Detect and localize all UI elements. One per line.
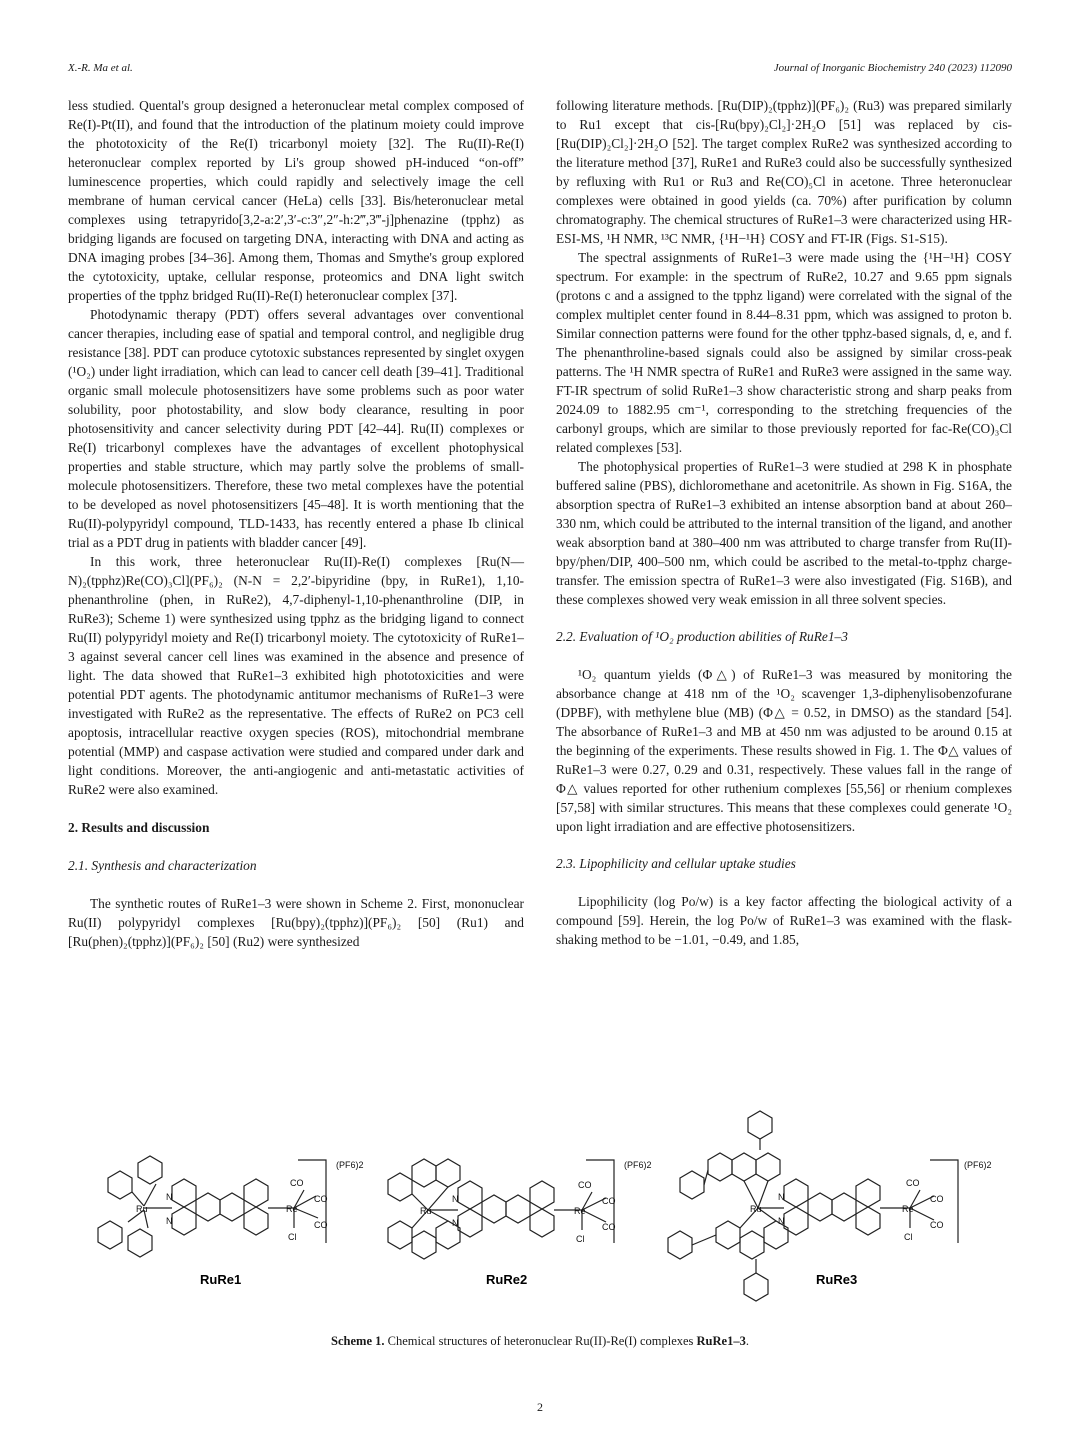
re-atom-label: Re [574, 1206, 586, 1216]
nitrogen-label: N [452, 1194, 459, 1204]
subsection-heading: 2.1. Synthesis and characterization [68, 858, 257, 873]
subsection-heading: 2.3. Lipophilicity and cellular uptake studies [556, 856, 796, 871]
carbonyl-label: CO [930, 1194, 944, 1204]
counterion-label: (PF6)2 [624, 1160, 652, 1170]
paragraph: The synthetic routes of RuRe1–3 were shown in Scheme 2. First, mononuclear Ru(II) polypyridyl complexes [Ru(bpy)₂(tpphz)](PF₆)₂ [50] (Ru1) and [Ru(phen)₂(tpphz)](PF₆)₂ [50] (Ru2) were synthesized [68, 896, 524, 949]
paragraph: The photophysical properties of RuRe1–3 were studied at 298 K in phosphate buffered saline (PBS), dichloromethane and acetonitrile. As shown in Fig. S16A, the absorption spectra of RuRe1–3 exhibited an intense absorption band at about 260–330 nm, which could be attributed to the internal transition of the ligand, and another weak absorption band at 380–400 nm was attributed to charge transfer from Ru(II)-bpy/phen/DIP, 400–500 nm, which could be ascribed to the metal-to-tpphz charge-transfer. The emission spectra of RuRe1–3 were also investigated (Fig. S16B), and these complexes showed very weak emission in all three solvent species. [556, 459, 1012, 607]
chloride-label: Cl [288, 1232, 297, 1242]
counterion-label: (PF6)2 [336, 1160, 364, 1170]
structure-rure3 [668, 1111, 934, 1301]
paragraph: ¹O₂ quantum yields (Φ△) of RuRe1–3 was measured by monitoring the absorbance change at 418 nm of the ¹O₂ scavenger 1,3-diphenylisobenzofurane (DPBF), with methylene blue (MB) (Φ△ = 0.52, in DMSO) as the standard [54]. The absorbance of RuRe1–3 and MB at 450 nm was adjusted to be around 0.15 at the beginning of the experiments. These results showed in Fig. 1. The Φ△ values of RuRe1–3 were 0.27, 0.29 and 0.31, respectively. These values fall in the range of Φ△ values reported for other ruthenium complexes [55,56] or rhenium complexes [57,58] with similar structures. This means that these complexes could generate ¹O₂ upon light irradiation and are effective photosensitizers. [556, 667, 1012, 834]
paragraph: The spectral assignments of RuRe1–3 were made using the {¹H−¹H} COSY spectrum. For example: in the spectrum of RuRe2, 10.27 and 9.65 ppm signals (protons c and a assigned to the tpphz ligand) were correlated with the signal of the complex multiplet center found in 8.44–8.31 ppm, which was assigned to proton b. Similar connection patterns were found for the other tpphz-based signals, d, e, and f. The phenanthroline-based signals could also be assigned by similar cross-peak patterns. The ¹H NMR spectra of RuRe1 and RuRe3 were assigned in the same way. FT-IR spectrum of solid RuRe1–3 show characteristic strong and sharp peaks from 2024.09 to 1882.95 cm⁻¹, corresponding to the stretching frequencies of the carbonyl groups, which are similar to those previously reported for fac-Re(CO)₃Cl related complexes [53]. [556, 250, 1012, 455]
compound-label-rure1: RuRe1 [200, 1272, 242, 1287]
ru-atom-label: Ru [420, 1206, 432, 1216]
chloride-label: Cl [576, 1234, 585, 1244]
running-header-journal: Journal of Inorganic Biochemistry 240 (2023) 112090 [773, 62, 1012, 74]
page-number: 2 [537, 1400, 543, 1414]
ru-atom-label: Ru [136, 1204, 148, 1214]
running-header-authors: X.-R. Ma et al. [68, 62, 133, 74]
nitrogen-label: N [778, 1216, 785, 1226]
subsection-heading: 2.2. Evaluation of ¹O₂ production abilities of RuRe1–3 [556, 629, 848, 644]
re-atom-label: Re [286, 1204, 298, 1214]
carbonyl-label: CO [602, 1196, 616, 1206]
right-column [556, 96, 1012, 949]
compound-label-rure3: RuRe3 [816, 1272, 858, 1287]
re-atom-label: Re [902, 1204, 914, 1214]
carbonyl-label: CO [930, 1220, 944, 1230]
caption-bold: RuRe1–3 [696, 1334, 746, 1348]
caption-lead: Scheme 1. [331, 1334, 385, 1348]
carbonyl-label: CO [290, 1178, 304, 1188]
paragraph: In this work, three heteronuclear Ru(II)-Re(I) complexes [Ru(N—N)₂(tpphz)Re(CO)₃Cl](PF₆)₂ (N-N = 2,2′-bipyridine (bpy, in RuRe1), 1,10-phenanthroline (phen, in RuRe2), 4,7-diphenyl-1,10-phenanthroline (DIP, in RuRe3); Scheme 1) were synthesized using tpphz as the bridging ligand to connect Ru(II) polypyridyl moiety and Re(I) tricarbonyl moiety. The cytotoxicity of RuRe1–3 against several cancer cell lines was examined in the absence and presence of light. The data showed that RuRe1–3 exhibited high phototoxicities and were potential PDT agents. The photodynamic antitumor mechanisms of RuRe1–3 were investigated with RuRe2 as the representative. The effects of RuRe2 on PC3 cell apoptosis, intracellular reactive oxygen species (ROS), mitochondrial membrane potential (MMP) and caspase activation were studied and compared under dark and light conditions. Moreover, the anti-angiogenic and anti-metastatic activities of RuRe2 were also examined. [68, 554, 524, 797]
scheme-caption [0, 1334, 1080, 1349]
caption-text: Chemical structures of heteronuclear Ru(II)-Re(I) complexes [387, 1334, 694, 1348]
counterion-label: (PF6)2 [964, 1160, 992, 1170]
left-column [68, 96, 524, 951]
chloride-label: Cl [904, 1232, 913, 1242]
carbonyl-label: CO [314, 1220, 328, 1230]
nitrogen-label: N [166, 1216, 173, 1226]
carbonyl-label: CO [906, 1178, 920, 1188]
ru-atom-label: Ru [750, 1204, 762, 1214]
carbonyl-label: CO [602, 1222, 616, 1232]
paragraph: Lipophilicity (log Po/w) is a key factor affecting the biological activity of a compound [59]. Herein, the log Po/w of RuRe1–3 was examined with the flask-shaking method to be −1.01, −0.49, and 1.85, [556, 894, 1012, 947]
section-heading: 2. Results and discussion [68, 820, 210, 835]
nitrogen-label: N [778, 1192, 785, 1202]
carbonyl-label: CO [314, 1194, 328, 1204]
paragraph: less studied. Quental's group designed a heteronuclear metal complex composed of Re(I)-Pt(II), and found that the introduction of the platinum moiety could improve the phototoxicity of the Re(I) tricarbonyl moiety [32]. The Ru(II)-Re(I) heteronuclear complex reported by Li's group showed pH-induced “on-off” luminescence properties, which could rapidly and selectively image the cell membrane of human cervical cancer (HeLa) cells [33]. Bis/heteronuclear metal complexes using tetrapyrido[3,2-a:2′,3′-c:3″,2″-h:2‴,3‴-j]phenazine (tpphz) as bridging ligands are focused on targeting DNA, interacting with DNA and acting as DNA imaging probes [34–36]. Among them, Thomas and Smythe's group explored the cytotoxicity, uptake, cellular response, proteomics and DNA light switch properties of the tpphz bridged Ru(II)-Re(I) heteronuclear complex [37]. [68, 98, 524, 303]
compound-label-rure2: RuRe2 [486, 1272, 528, 1287]
nitrogen-label: N [166, 1192, 173, 1202]
paragraph: Photodynamic therapy (PDT) offers several advantages over conventional cancer therapies, including ease of spatial and temporal control, and negligible drug resistance [38]. PDT can produce cytotoxic substances represented by singlet oxygen (¹O₂) under light irradiation, which can lead to cancer cell death [39–41]. Traditional organic small molecule photosensitizers have some problems such as poor water solubility, poor photostability, and slow body clearance, resulting in poor photosensitivity and cancer selectivity during PDT [42–44]. Ru(II) complexes or Re(I) tricarbonyl complexes have the advantages of excellent photophysical properties and stable structure, which may partly solve the problems of small-molecule photosensitizers. Therefore, these two metal complexes have the potential to be developed as novel photosensitizers [45–48]. It is worth mentioning that the Ru(II)-polypyridyl compound, TLD-1433, has recently entered a phase Ib clinical trial as a PDT drug in patients with bladder cancer [49]. [68, 307, 525, 550]
structure-rure1 [98, 1156, 318, 1257]
carbonyl-label: CO [578, 1180, 592, 1190]
scheme-chemical-structures [68, 1098, 1012, 1318]
caption-end: . [745, 1334, 749, 1348]
paragraph: following literature methods. [Ru(DIP)₂(tpphz)](PF₆)₂ (Ru3) was prepared similarly to Ru1 except that cis-[Ru(bpy)₂Cl₂]·2H₂O [51] was replaced by cis-[Ru(DIP)₂Cl₂]·2H₂O [52]. The target complex RuRe2 was synthesized according to the literature method [37], RuRe1 and RuRe3 could also be successfully synthesized by refluxing with Ru1 or Ru3 and Re(CO)₅Cl in acetone. Three heteronuclear complexes were obtained in good yields (ca. 70%) after purification by column chromatography. The chemical structures of RuRe1–3 were characterized using HR-ESI-MS, ¹H NMR, ¹³C NMR, {¹H−¹H} COSY and FT-IR (Figs. S1-S15). [556, 98, 1012, 246]
nitrogen-label: N [452, 1218, 459, 1228]
